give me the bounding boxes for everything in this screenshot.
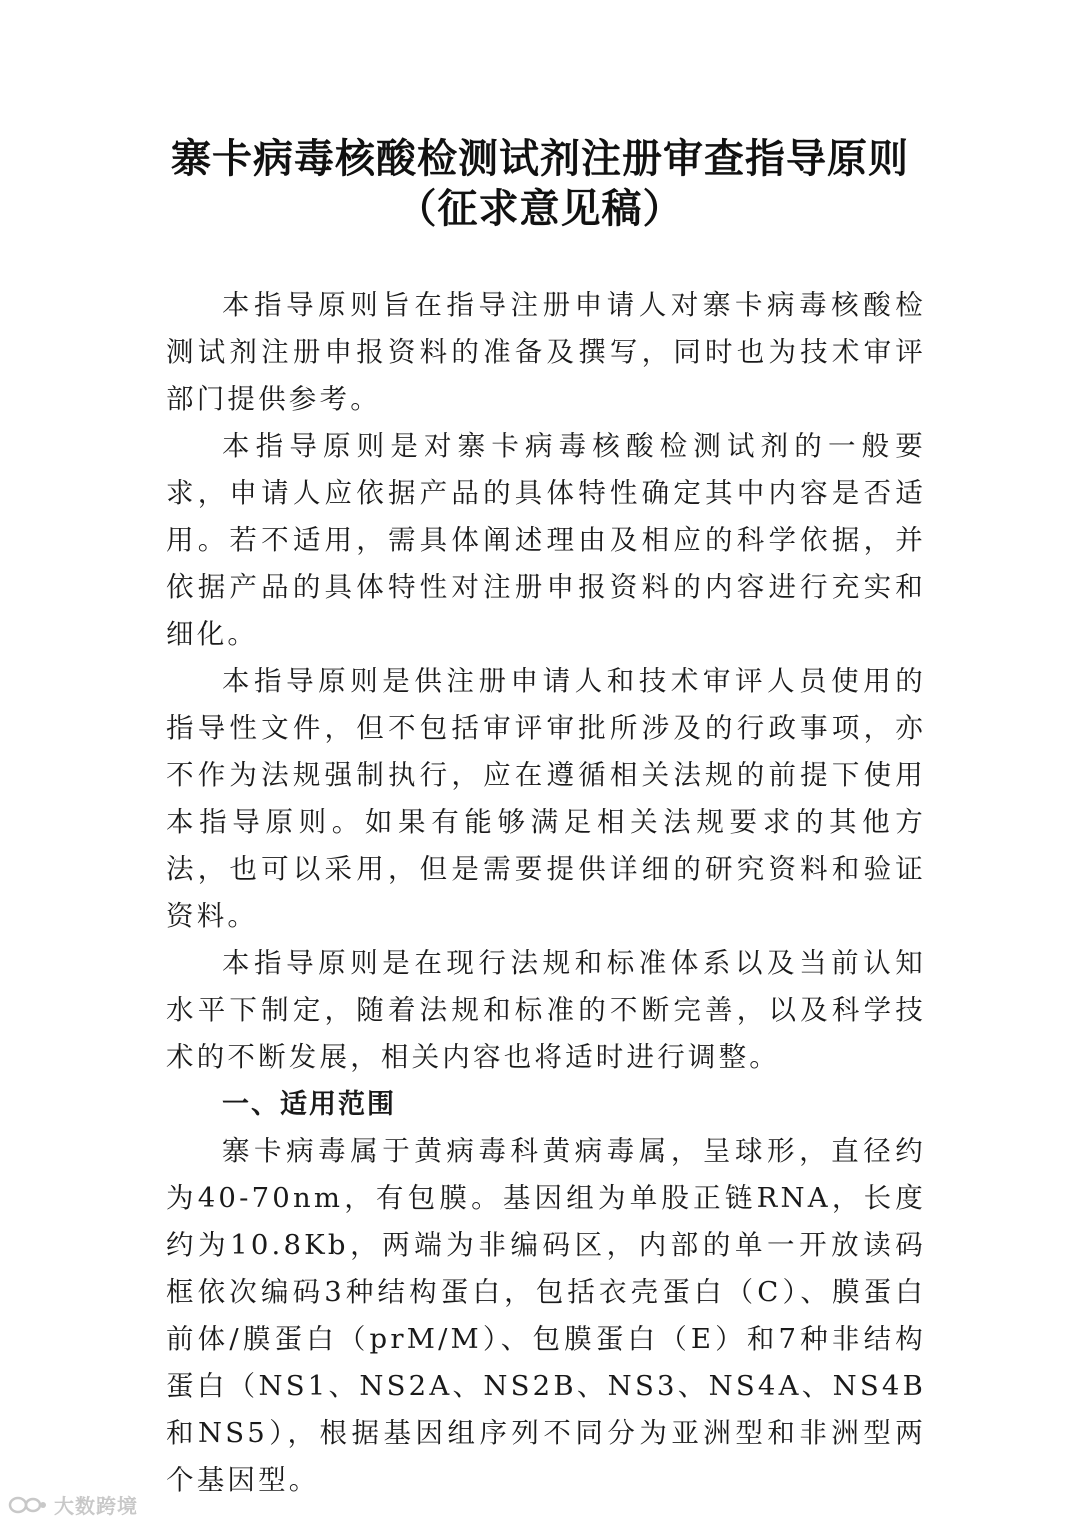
paragraph-virus-description: 寨卡病毒属于黄病毒科黄病毒属，呈球形，直径约为40-70nm，有包膜。基因组为单股正链RNA，长度约为10.8Kb，两端为非编码区，内部的单一开放读码框依次编码3种结构蛋白，包括衣壳蛋白（C）、膜蛋白前体/膜蛋白（prM/M）、包膜蛋白（E）和7种非结构蛋白（NS1、NS2A、NS2B、NS3、NS4A、NS4B和NS5），根据基因组序列不同分为亚洲型和非洲型两个基因型。 bbox=[166, 1135, 926, 1496]
document-body bbox=[166, 282, 926, 1504]
watermark-text: 大数跨境 bbox=[54, 1494, 138, 1518]
paragraph-usage-scope: 本指导原则是供注册申请人和技术审评人员使用的指导性文件，但不包括审评审批所涉及的行政事项，亦不作为法规强制执行，应在遵循相关法规的前提下使用本指导原则。如果有能够满足相关法规要求的其他方法，也可以采用，但是需要提供详细的研究资料和验证资料。 bbox=[166, 665, 926, 932]
watermark bbox=[8, 1490, 138, 1519]
document-title: 寨卡病毒核酸检测试剂注册审查指导原则 bbox=[171, 136, 909, 182]
paragraph-general-requirements: 本指导原则是对寨卡病毒核酸检测试剂的一般要求，申请人应依据产品的具体特性确定其中内容是否适用。若不适用，需具体阐述理由及相应的科学依据，并依据产品的具体特性对注册申报资料的内容进行充实和细化。 bbox=[166, 430, 926, 650]
section-heading-scope: 一、适用范围 bbox=[222, 1089, 396, 1120]
paragraph-adjustment: 本指导原则是在现行法规和标准体系以及当前认知水平下制定，随着法规和标准的不断完善，以及科学技术的不断发展，相关内容也将适时进行调整。 bbox=[166, 947, 926, 1073]
brand-logo-icon bbox=[8, 1494, 48, 1516]
paragraph-purpose: 本指导原则旨在指导注册申请人对寨卡病毒核酸检测试剂注册申报资料的准备及撰写，同时也为技术审评部门提供参考。 bbox=[166, 289, 926, 415]
document-subtitle: （征求意见稿） bbox=[396, 186, 684, 232]
